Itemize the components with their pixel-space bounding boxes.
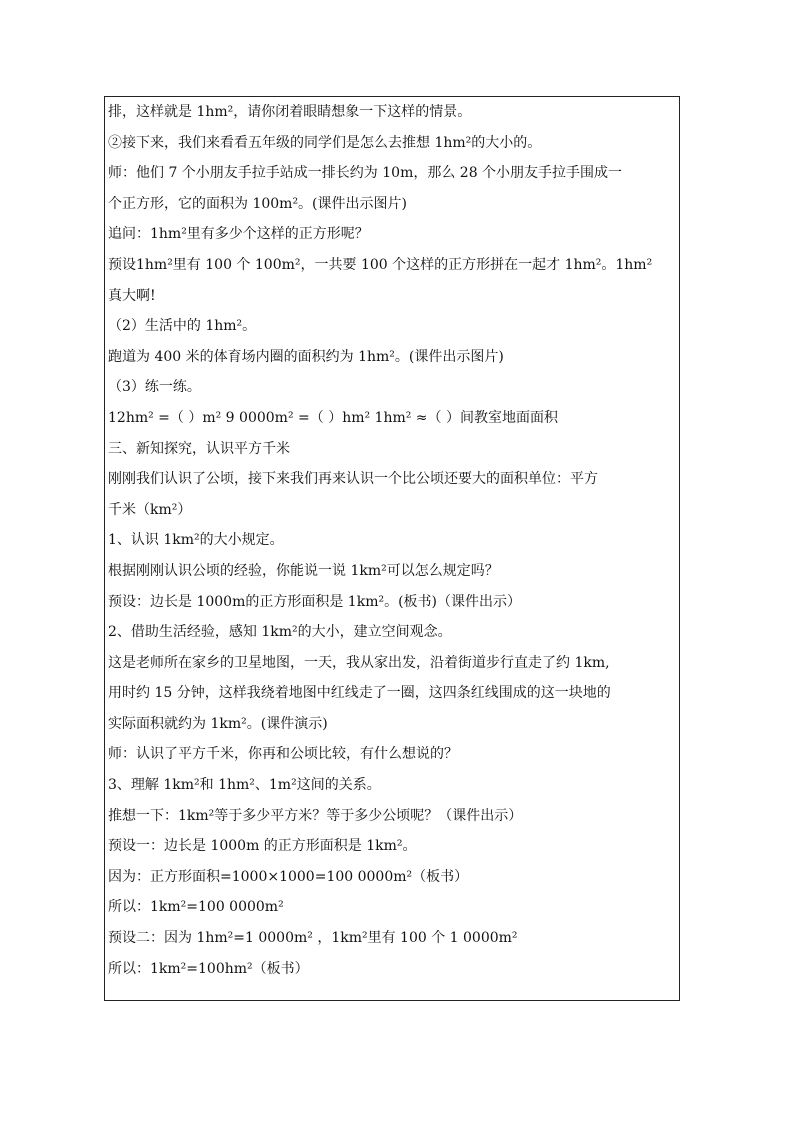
text-line: 刚刚我们认识了公顷，接下来我们再来认识一个比公顷还要大的面积单位：平方 — [108, 471, 598, 488]
text-line: 预设1hm²里有 100 个 100m²，一共要 100 个这样的正方形拼在一起才 1hm²。1hm² — [108, 256, 653, 273]
text-line: 这是老师所在家乡的卫星地图，一天，我从家出发，沿着街道步行直走了约 1km, — [108, 654, 610, 671]
text-line: 师：认识了平方千米，你再和公顷比较，有什么想说的？ — [108, 746, 458, 763]
text-line: 根据刚刚认识公顷的经验，你能说一说 1km²可以怎么规定吗？ — [108, 562, 499, 579]
text-line: 实际面积就约为 1km²。(课件演示) — [108, 715, 328, 732]
text-line: 用时约 15 分钟，这样我绕着地图中红线走了一圈，这四条红线围成的这一块地的 — [108, 685, 611, 702]
text-line: 预设二：因为 1hm²=1 0000m² ，1km²里有 100 个 1 0000m² — [108, 930, 518, 947]
text-line: 推想一下：1km²等于多少平方米？等于多少公顷呢？（课件出示） — [108, 807, 523, 824]
text-line: 师：他们 7 个小朋友手拉手站成一排长约为 10m，那么 28 个小朋友手拉手围成一 — [108, 165, 623, 182]
text-line: 个正方形，它的面积为 100m²。(课件出示图片) — [108, 195, 407, 212]
text-line: 排，这样就是 1hm²，请你闭着眼睛想象一下这样的情景。 — [108, 104, 472, 120]
text-line: 预设一：边长是 1000m 的正方形面积是 1km²。 — [108, 838, 417, 855]
text-line: 1、认识 1km²的大小规定。 — [108, 532, 284, 549]
text-line: （2）生活中的 1hm²。 — [108, 318, 257, 335]
text-line: 所以：1km²=100hm²（板书） — [108, 960, 309, 977]
text-line: 追问：1hm²里有多少个这样的正方形呢？ — [108, 226, 369, 243]
text-line: 真大啊! — [108, 287, 156, 304]
text-line: 预设：边长是 1000m的正方形面积是 1km²。(板书)（课件出示） — [108, 593, 522, 610]
text-line: 千米（km²） — [108, 501, 192, 518]
section-heading: 三、新知探究，认识平方千米 — [108, 440, 290, 457]
text-line: 所以：1km²=100 0000m² — [108, 899, 284, 916]
text-line: （3）练一练。 — [108, 379, 201, 396]
text-line: ②接下来，我们来看看五年级的同学们是怎么去推想 1hm²的大小的。 — [108, 134, 542, 151]
text-line: 2、借助生活经验，感知 1km²的大小，建立空间观念。 — [108, 624, 452, 641]
text-line: 跑道为 400 米的体育场内圈的面积约为 1hm²。(课件出示图片) — [108, 348, 504, 365]
text-line: 3、理解 1km²和 1hm²、1m²这间的关系。 — [108, 777, 381, 794]
text-line: 因为：正方形面积=1000×1000=100 0000m²（板书） — [108, 868, 469, 885]
exercise-line: 12hm² =（ ）m² 9 0000m² =（ ）hm² 1hm² ≈（ ）间教室地面面积 — [108, 409, 558, 426]
lesson-text — [108, 97, 678, 984]
